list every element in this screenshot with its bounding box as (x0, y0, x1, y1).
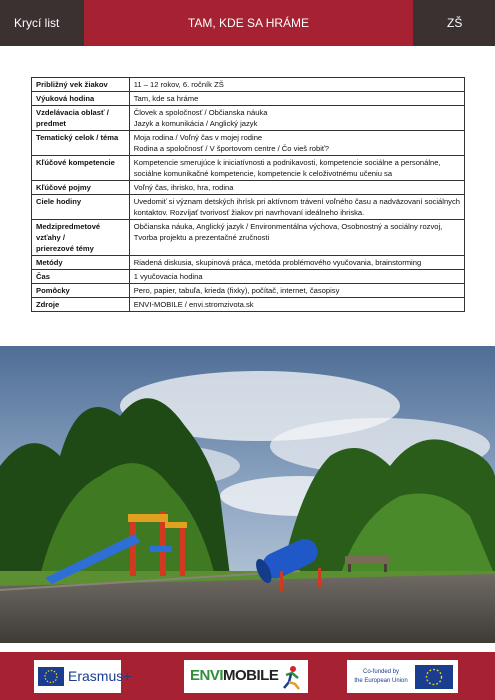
envimobile-logo (184, 660, 308, 693)
page-footer (0, 652, 495, 700)
row-key-line: prierezové témy (36, 244, 94, 253)
row-value (129, 106, 464, 131)
row-value-line: Tam, kde sa hráme (133, 94, 199, 103)
row-value-line: Rodina a spoločnosť / V športovom centre / Čo vieš robiť? (133, 144, 329, 153)
row-key-line: Kľúčové pojmy (36, 183, 91, 192)
lesson-info-table (31, 77, 465, 312)
row-key (32, 131, 130, 156)
row-value-line: 1 vyučovacia hodina (133, 272, 203, 281)
row-value-line: sociálne komunikačné kompetencie, kompetencie k celoživotnému učeniu sa (133, 169, 393, 178)
row-key (32, 195, 130, 220)
row-value-line: Tvorba projektu a prezentačné zručnosti (133, 233, 270, 242)
row-value (129, 195, 464, 220)
row-key-line: Metódy (36, 258, 63, 267)
row-value (129, 181, 464, 195)
playground-photo (0, 346, 495, 643)
table-row (32, 284, 465, 298)
table-row (32, 92, 465, 106)
row-value-line: Voľný čas, ihrisko, hra, rodina (133, 183, 234, 192)
row-key-line: predmet (36, 119, 66, 128)
row-key-line: Približný vek žiakov (36, 80, 108, 89)
header-left-block (0, 0, 84, 46)
envi-logo-part2: MOBILE (223, 667, 279, 684)
row-value (129, 284, 464, 298)
row-key (32, 256, 130, 270)
table-row (32, 270, 465, 284)
row-key (32, 181, 130, 195)
row-value-line: Riadená diskusia, skupinová práca, metóda problémového vyučovania, brainstorming (133, 258, 422, 267)
row-value-line: Občianska náuka, Anglický jazyk / Environmentálna výchova, Osobnostný a sociálny rozvoj, (133, 222, 443, 231)
table-row (32, 106, 465, 131)
row-key (32, 284, 130, 298)
table-row (32, 220, 465, 256)
row-key-line: Výuková hodina (36, 94, 95, 103)
row-value-line: Jazyk a komunikácia / Anglický jazyk (133, 119, 258, 128)
runner-figure-icon (278, 664, 304, 690)
header-right-block (413, 0, 495, 46)
row-value-line: kontaktov. Rozvíjať tvorivosť žiakov pri navrhovaní ideálneho ihriska. (133, 208, 365, 217)
row-value (129, 256, 464, 270)
row-key (32, 220, 130, 256)
table-row (32, 195, 465, 220)
eu-line-2: the European Union (354, 678, 408, 684)
row-value (129, 220, 464, 256)
row-value-line: ENVI-MOBILE / envi.stromzivota.sk (133, 300, 254, 309)
row-key-line: Medzipredmetové vzťahy / (36, 222, 101, 242)
row-key-line: Zdroje (36, 300, 60, 309)
row-value (129, 298, 464, 312)
erasmus-logo (34, 660, 132, 693)
row-value (129, 156, 464, 181)
eu-cofunded-logo (347, 660, 458, 693)
row-key-line: Čas (36, 272, 50, 281)
row-key-line: Pomôcky (36, 286, 70, 295)
row-value-line: Moja rodina / Voľný čas v mojej rodine (133, 133, 263, 142)
header-right-label: ZŠ (447, 16, 463, 30)
row-value-line: Človek a spoločnosť / Občianska náuka (133, 108, 268, 117)
page-header (0, 0, 495, 46)
table-row (32, 298, 465, 312)
row-key-line: Kľúčové kompetencie (36, 158, 115, 167)
eu-flag-icon (38, 667, 64, 686)
row-key (32, 270, 130, 284)
table-row (32, 156, 465, 181)
row-key (32, 78, 130, 92)
row-key (32, 156, 130, 181)
row-key-line: Tematický celok / téma (36, 133, 119, 142)
row-value (129, 78, 464, 92)
table-row (32, 256, 465, 270)
row-value (129, 270, 464, 284)
row-value-line: 11 – 12 rokov, 6. ročník ZŠ (133, 80, 224, 89)
table-row (32, 78, 465, 92)
page-title: TAM, KDE SA HRÁME (187, 16, 310, 30)
envi-logo-part1: ENVI (190, 667, 224, 684)
row-value-line: Pero, papier, tabuľa, krieda (fixky), počítač, internet, časopisy (133, 286, 340, 295)
row-key-line: Ciele hodiny (36, 197, 82, 206)
header-left-label: Krycí list (14, 16, 60, 30)
row-value-line: Uvedomiť si význam detských ihrísk pri aktívnom trávení voľného času a nadväzovaní sociálnych (133, 197, 460, 206)
row-key (32, 92, 130, 106)
row-value (129, 92, 464, 106)
row-key (32, 298, 130, 312)
row-value (129, 131, 464, 156)
header-title-block (84, 0, 413, 46)
row-key (32, 106, 130, 131)
row-key-line: Vzdelávacia oblasť / (36, 108, 109, 117)
eu-flag-icon (415, 665, 453, 689)
eu-line-1: Co-funded by (362, 669, 400, 675)
erasmus-label: Erasmus+ (68, 668, 132, 684)
table-row (32, 131, 465, 156)
table-row (32, 181, 465, 195)
row-value-line: Kompetencie smerujúce k iniciatívnosti a podnikavosti, kompetencie sociálne a personálne, (133, 158, 441, 167)
